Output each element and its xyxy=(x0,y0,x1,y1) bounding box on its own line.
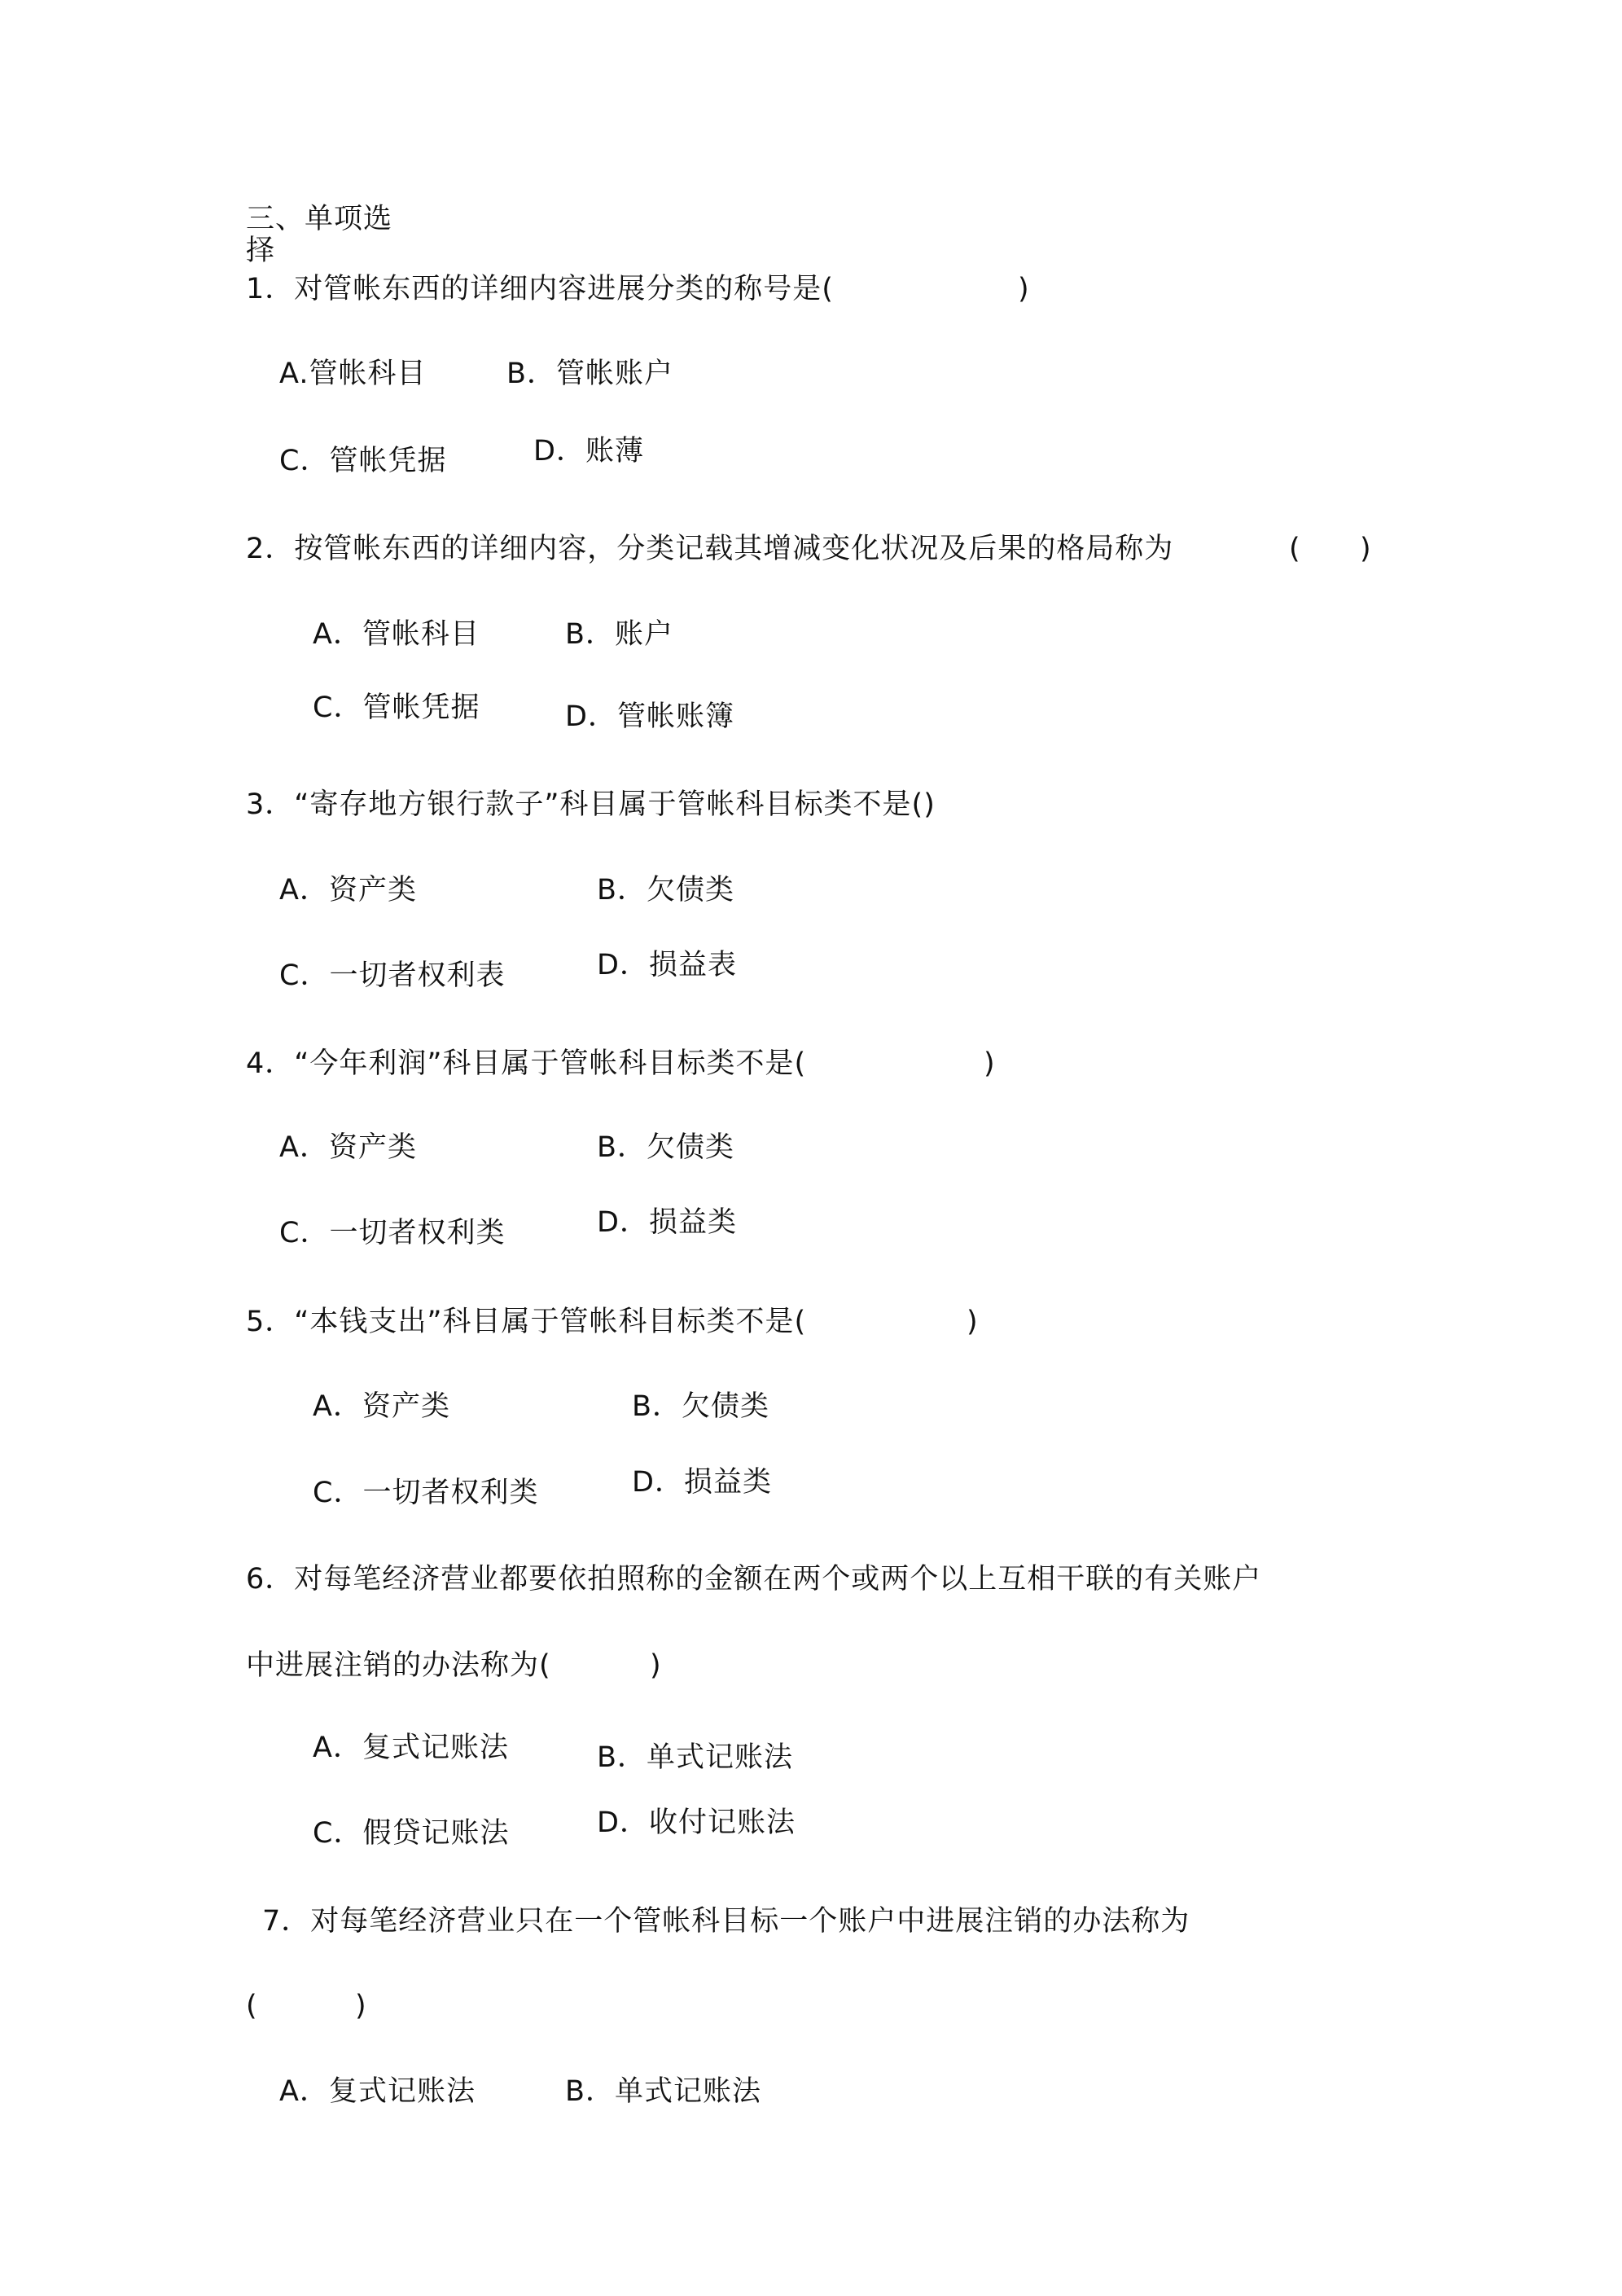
option-a: A．复式记账法 xyxy=(279,2075,476,2108)
option-d: D．损益类 xyxy=(597,1206,737,1239)
option-a: A．管帐科目 xyxy=(313,618,480,651)
question-stem: 6．对每笔经济营业都要依拍照称的金额在两个或两个以上互相干联的有关账户 xyxy=(246,1563,1262,1596)
option-b: B．账户 xyxy=(565,618,674,651)
option-a: A.管帐科目 xyxy=(279,358,427,390)
answer-blank-open: ( xyxy=(1289,533,1301,565)
option-b: B．管帐账户 xyxy=(506,358,674,390)
answer-blank-close: ) xyxy=(967,1306,979,1338)
option-a: A．资产类 xyxy=(313,1390,450,1423)
answer-blank-close: ) xyxy=(355,1990,367,2022)
answer-blank-close: ) xyxy=(984,1047,996,1080)
option-a: A．资产类 xyxy=(279,874,417,907)
option-d: D．收付记账法 xyxy=(597,1807,796,1839)
option-b: B．单式记账法 xyxy=(565,2075,762,2108)
option-b: B．欠债类 xyxy=(597,874,735,907)
option-c: C．假贷记账法 xyxy=(313,1817,510,1850)
option-b: B．欠债类 xyxy=(597,1131,735,1164)
option-b: B．单式记账法 xyxy=(597,1741,794,1774)
option-d: D．损益类 xyxy=(632,1466,772,1499)
option-a: A．资产类 xyxy=(279,1131,417,1164)
answer-blank-close: ) xyxy=(1018,273,1030,305)
section-title-line1: 三、单项选 xyxy=(246,203,393,235)
option-b: B．欠债类 xyxy=(632,1390,770,1423)
option-d: D．账薄 xyxy=(533,435,644,468)
question-stem: 3．“寄存地方银行款子”科目属于管帐科目标类不是() xyxy=(246,788,936,821)
question-stem-line2: 中进展注销的办法称为( xyxy=(246,1649,551,1682)
option-c: C．一切者权利类 xyxy=(313,1477,539,1509)
option-d: D．管帐账簿 xyxy=(565,700,734,733)
question-stem: 7．对每笔经济营业只在一个管帐科目标一个账户中进展注销的办法称为 xyxy=(262,1905,1190,1938)
question-stem: 5．“本钱支出”科目属于管帐科目标类不是( xyxy=(246,1306,807,1338)
answer-blank-open: ( xyxy=(246,1990,258,2022)
answer-blank-close: ) xyxy=(650,1649,662,1682)
option-c: C．管帐凭据 xyxy=(279,445,447,477)
option-c: C．一切者权利类 xyxy=(279,1217,506,1249)
option-a: A．复式记账法 xyxy=(313,1732,509,1764)
question-stem: 4．“今年利润”科目属于管帐科目标类不是( xyxy=(246,1047,807,1080)
question-stem: 1．对管帐东西的详细内容进展分类的称号是( xyxy=(246,273,834,305)
question-stem: 2．按管帐东西的详细内容，分类记载其增减变化状况及后果的格局称为 xyxy=(246,533,1174,565)
option-c: C．管帐凭据 xyxy=(313,691,480,724)
answer-blank-close: ) xyxy=(1360,533,1372,565)
section-title-line2: 择 xyxy=(246,235,276,267)
option-d: D．损益表 xyxy=(597,949,737,981)
option-c: C．一切者权利表 xyxy=(279,959,506,992)
